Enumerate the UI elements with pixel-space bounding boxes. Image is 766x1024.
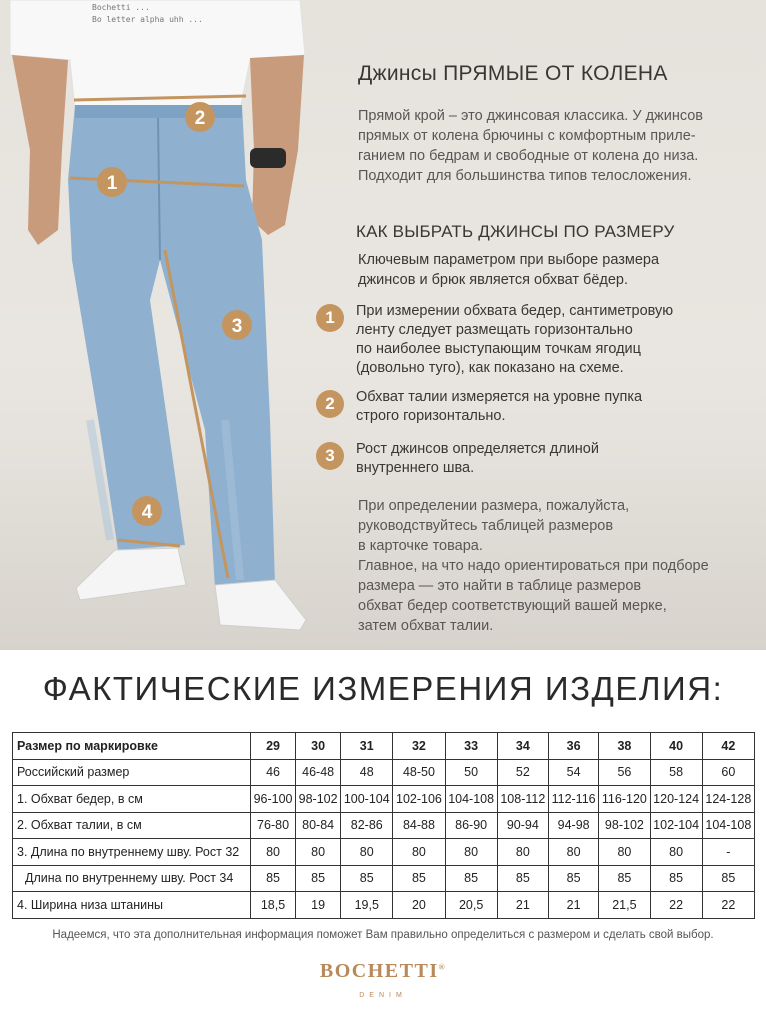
- table-cell: 58: [650, 759, 702, 786]
- right-sneaker: [215, 580, 306, 630]
- table-cell: 54: [548, 759, 598, 786]
- left-arm: [12, 55, 68, 245]
- table-cell: 116-120: [599, 786, 650, 813]
- table-cell: 85: [296, 865, 341, 892]
- step-2: [316, 390, 642, 426]
- step-number-badge: 3: [316, 442, 344, 470]
- table-cell: 96-100: [251, 786, 296, 813]
- table-cell: 80-84: [296, 812, 341, 839]
- table-cell: 52: [497, 759, 548, 786]
- table-cell: 94-98: [548, 812, 598, 839]
- table-cell: 85: [548, 865, 598, 892]
- size-header-cell: 33: [445, 733, 497, 760]
- table-cell: 84-88: [393, 812, 445, 839]
- model-photo: [0, 0, 340, 650]
- size-header-cell: 34: [497, 733, 548, 760]
- table-cell: 21: [548, 892, 598, 919]
- size-header-cell: 40: [650, 733, 702, 760]
- table-cell: 85: [497, 865, 548, 892]
- table-cell: 19: [296, 892, 341, 919]
- measurements-heading: ФАКТИЧЕСКИЕ ИЗМЕРЕНИЯ ИЗДЕЛИЯ:: [42, 670, 724, 707]
- key-parameter-text: Ключевым параметром при выборе размера джинсов и брюк является обхват бёдер.: [358, 252, 660, 288]
- table-row: [13, 786, 755, 813]
- size-header-cell: 29: [251, 733, 296, 760]
- table-cell: 20,5: [445, 892, 497, 919]
- right-arm: [250, 55, 304, 235]
- left-sneaker: [76, 548, 186, 600]
- table-cell: 80: [599, 839, 650, 866]
- table-row: [13, 759, 755, 786]
- row-label: Длина по внутреннему шву. Рост 34: [13, 865, 251, 892]
- table-header-row: [13, 733, 755, 760]
- table-cell: 85: [599, 865, 650, 892]
- table-row: [13, 892, 755, 919]
- table-cell: 85: [251, 865, 296, 892]
- table-cell: 18,5: [251, 892, 296, 919]
- table-cell: 102-106: [393, 786, 445, 813]
- table-cell: 46: [251, 759, 296, 786]
- table-cell: 48-50: [393, 759, 445, 786]
- table-cell: 80: [296, 839, 341, 866]
- size-header-cell: 36: [548, 733, 598, 760]
- table-cell: 80: [393, 839, 445, 866]
- table-cell: 19,5: [341, 892, 393, 919]
- table-cell: 86-90: [445, 812, 497, 839]
- table-cell: 85: [650, 865, 702, 892]
- table-cell: 98-102: [599, 812, 650, 839]
- table-cell: 102-104: [650, 812, 702, 839]
- intro-text: Прямой крой – это джинсовая классика. У джинсов прямых от колена брючины с комфортным приле- ганием по бедрам и свободные от колена до низа. Подходит для большинства типов телосложения.: [358, 108, 704, 184]
- table-cell: 22: [650, 892, 702, 919]
- table-cell: 90-94: [497, 812, 548, 839]
- row-label: 1. Обхват бедер, в см: [13, 786, 251, 813]
- size-table: [12, 732, 755, 919]
- table-cell: 85: [702, 865, 754, 892]
- svg-text:2: 2: [194, 108, 206, 129]
- svg-text:3: 3: [231, 316, 243, 337]
- size-header-cell: 32: [393, 733, 445, 760]
- table-cell: -: [702, 839, 754, 866]
- row-label: 4. Ширина низа штанины: [13, 892, 251, 919]
- step-number-badge: 2: [316, 390, 344, 418]
- row-label: 3. Длина по внутреннему шву. Рост 32: [13, 839, 251, 866]
- table-cell: 104-108: [445, 786, 497, 813]
- table-cell: 80: [497, 839, 548, 866]
- table-cell: 82-86: [341, 812, 393, 839]
- row-label: Российский размер: [13, 759, 251, 786]
- brand-subtitle: DENIM: [359, 992, 407, 999]
- step-number-badge: 1: [316, 304, 344, 332]
- size-header-cell: 42: [702, 733, 754, 760]
- step-text: При измерении обхвата бедер, сантиметровую ленту следует размещать горизонтально по наиболее выступающим точкам ягодиц (довольно туго), как показано на схеме.: [356, 303, 674, 376]
- table-cell: 80: [650, 839, 702, 866]
- table-cell: 108-112: [497, 786, 548, 813]
- table-row: [13, 839, 755, 866]
- table-cell: 80: [341, 839, 393, 866]
- svg-text:1: 1: [106, 173, 118, 194]
- table-cell: 85: [341, 865, 393, 892]
- brand-logo: BOCHETTI®: [319, 960, 447, 982]
- table-cell: 80: [251, 839, 296, 866]
- step-3: [316, 442, 599, 478]
- table-cell: 124-128: [702, 786, 754, 813]
- table-cell: 112-116: [548, 786, 598, 813]
- table-row: [13, 812, 755, 839]
- table-cell: 21: [497, 892, 548, 919]
- svg-text:4: 4: [141, 502, 153, 523]
- product-title: Джинсы ПРЯМЫЕ ОТ КОЛЕНА: [358, 62, 668, 85]
- step-text: Обхват талии измеряется на уровне пупка строго горизонтально.: [356, 389, 643, 424]
- table-cell: 46-48: [296, 759, 341, 786]
- table-cell: 60: [702, 759, 754, 786]
- shirt-print-line: Bo letter alpha uhh ...: [92, 15, 203, 24]
- table-cell: 98-102: [296, 786, 341, 813]
- row-label: 2. Обхват талии, в см: [13, 812, 251, 839]
- size-advice-note: При определении размера, пожалуйста, руководствуйтесь таблицей размеров в карточке товара. Главное, на что надо ориентироваться при подборе размера — это найти в таблице размеров обхват бедер соответствующий вашей мерке, затем обхват талии.: [358, 498, 709, 634]
- table-cell: 104-108: [702, 812, 754, 839]
- table-cell: 100-104: [341, 786, 393, 813]
- table-header-label: Размер по маркировке: [13, 733, 251, 760]
- table-cell: 21,5: [599, 892, 650, 919]
- shirt-print-line: Bochetti ...: [92, 3, 150, 12]
- step-text: Рост джинсов определяется длиной внутреннего шва.: [356, 441, 599, 476]
- table-row: [13, 865, 755, 892]
- table-cell: 48: [341, 759, 393, 786]
- table-cell: 20: [393, 892, 445, 919]
- table-cell: 85: [445, 865, 497, 892]
- table-cell: 80: [548, 839, 598, 866]
- footer-note: Надеемся, что эта дополнительная информация поможет Вам правильно определиться с размером и сделать свой выбор.: [52, 929, 714, 941]
- watch-icon: [250, 148, 286, 168]
- size-header-cell: 30: [296, 733, 341, 760]
- step-1: [316, 304, 673, 378]
- table-cell: 85: [393, 865, 445, 892]
- table-cell: 76-80: [251, 812, 296, 839]
- size-header-cell: 38: [599, 733, 650, 760]
- table-cell: 22: [702, 892, 754, 919]
- table-cell: 50: [445, 759, 497, 786]
- table-cell: 120-124: [650, 786, 702, 813]
- size-header-cell: 31: [341, 733, 393, 760]
- table-cell: 80: [445, 839, 497, 866]
- size-guide-subtitle: КАК ВЫБРАТЬ ДЖИНСЫ ПО РАЗМЕРУ: [356, 222, 675, 241]
- table-cell: 56: [599, 759, 650, 786]
